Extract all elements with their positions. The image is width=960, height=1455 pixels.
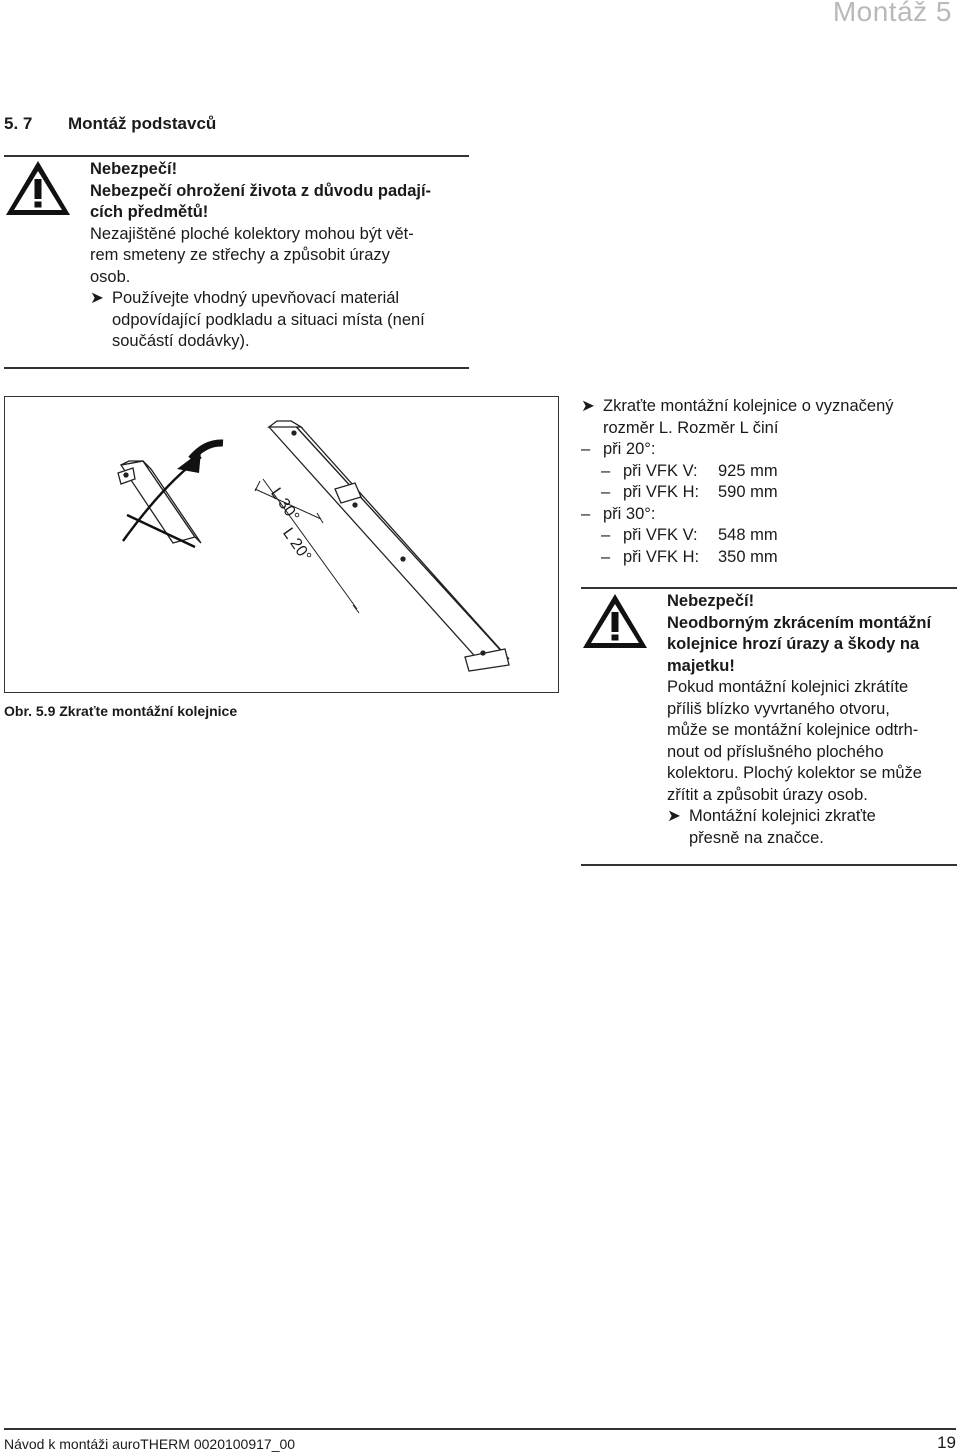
angle-30-label: při 30°: <box>603 504 656 523</box>
warning-heading-line: Neodborným zkrácením montážní <box>667 613 932 632</box>
warning-action <box>667 806 959 849</box>
bullet-arrow-icon: ➤ <box>581 397 595 415</box>
angle-30-item <box>581 504 956 526</box>
dash-marker: – <box>581 440 591 458</box>
angle-20-label: při 20°: <box>603 440 656 458</box>
warning-action-line: součástí dodávky). <box>112 332 250 350</box>
step-action-line: Zkraťte montážní kolejnice o vyznačený <box>603 397 894 415</box>
length-value: 590 mm <box>718 483 778 501</box>
angle-20-vfk-v <box>581 461 956 483</box>
bullet-arrow-icon: ➤ <box>667 807 681 825</box>
dash-marker: – <box>601 461 611 480</box>
figure-rail-cutting <box>4 396 559 693</box>
warning-heading-line: cích předmětů! <box>90 203 209 221</box>
dimension-label-20: L 20° <box>279 525 315 566</box>
footer-document-title: Návod k montáži auroTHERM 0020100917_00 <box>4 1436 296 1452</box>
warning-action-line: Používejte vhodný upevňovací materiál <box>112 289 400 307</box>
length-value: 548 mm <box>718 526 778 544</box>
bullet-arrow-icon: ➤ <box>90 289 104 307</box>
warning-action-line: přesně na značce. <box>689 828 824 847</box>
warning-triangle-icon <box>4 158 72 218</box>
rail-illustration <box>5 397 557 691</box>
warning-body-line: příliš blízko vyvrtaného otvoru, <box>667 699 890 718</box>
step-action <box>581 396 956 418</box>
warning-body-line: zřítit a způsobit úrazy osob. <box>667 785 868 804</box>
warning-body-line: nout od příslušného plochého <box>667 742 884 761</box>
figure-caption: Obr. 5.9 Zkraťte montážní kolejnice <box>4 703 238 719</box>
angle-30-vfk-v <box>581 525 956 547</box>
model-label: při VFK H: <box>623 547 700 566</box>
dimension-label-30: L 30° <box>267 485 303 526</box>
section-heading <box>4 114 216 134</box>
warning-block-falling-objects <box>90 159 470 353</box>
warning-action-line: Montážní kolejnici zkraťte <box>689 807 876 825</box>
warning-body-line: může se montážní kolejnice odtrh- <box>667 721 919 739</box>
length-value: 925 mm <box>718 461 778 480</box>
angle-30-vfk-h <box>581 547 956 569</box>
warning-label: Nebezpečí! <box>90 160 178 178</box>
warning-triangle-icon <box>581 591 649 651</box>
model-label: při VFK H: <box>623 483 700 501</box>
divider <box>4 155 469 157</box>
divider <box>581 587 957 589</box>
warning-action-line: odpovídající podkladu a situaci místa (není <box>112 310 425 329</box>
angle-20-vfk-h <box>581 482 956 504</box>
warning-body-line: rem smeteny ze střechy a způsobit úrazy <box>90 246 390 264</box>
section-title: Montáž podstavců <box>68 114 217 133</box>
warning-block-improper-cutting <box>667 591 959 849</box>
warning-heading-line: kolejnice hrozí úrazy a škody na <box>667 635 920 653</box>
divider <box>4 367 469 369</box>
dash-marker: – <box>601 526 611 544</box>
warning-body-line: kolektoru. Plochý kolektor se může <box>667 764 922 782</box>
divider <box>581 864 957 866</box>
dash-marker: – <box>581 504 591 523</box>
warning-heading-line: Nebezpečí ohrožení života z důvodu padají- <box>90 181 432 200</box>
step-action-line: rozměr L. Rozměr L činí <box>603 418 779 437</box>
cutting-steps <box>581 396 956 568</box>
chapter-header: Montáž 5 <box>832 0 952 27</box>
length-value: 350 mm <box>718 547 778 566</box>
model-label: při VFK V: <box>623 461 698 480</box>
section-number: 5. 7 <box>4 114 33 133</box>
warning-action <box>90 288 470 353</box>
model-label: při VFK V: <box>623 526 698 544</box>
dash-marker: – <box>601 483 611 501</box>
curved-arrow-icon <box>177 443 223 473</box>
warning-heading-line: majetku! <box>667 656 735 675</box>
warning-label: Nebezpečí! <box>667 592 755 610</box>
dash-marker: – <box>601 547 611 566</box>
warning-body-line: Pokud montážní kolejnici zkrátíte <box>667 678 909 696</box>
warning-body-line: Nezajištěné ploché kolektory mohou být vět- <box>90 224 414 243</box>
page-number: 19 <box>937 1433 956 1452</box>
footer-divider <box>4 1428 956 1430</box>
step-action-continuation <box>581 418 956 440</box>
angle-20-item <box>581 439 956 461</box>
warning-body-line: osob. <box>90 267 131 286</box>
